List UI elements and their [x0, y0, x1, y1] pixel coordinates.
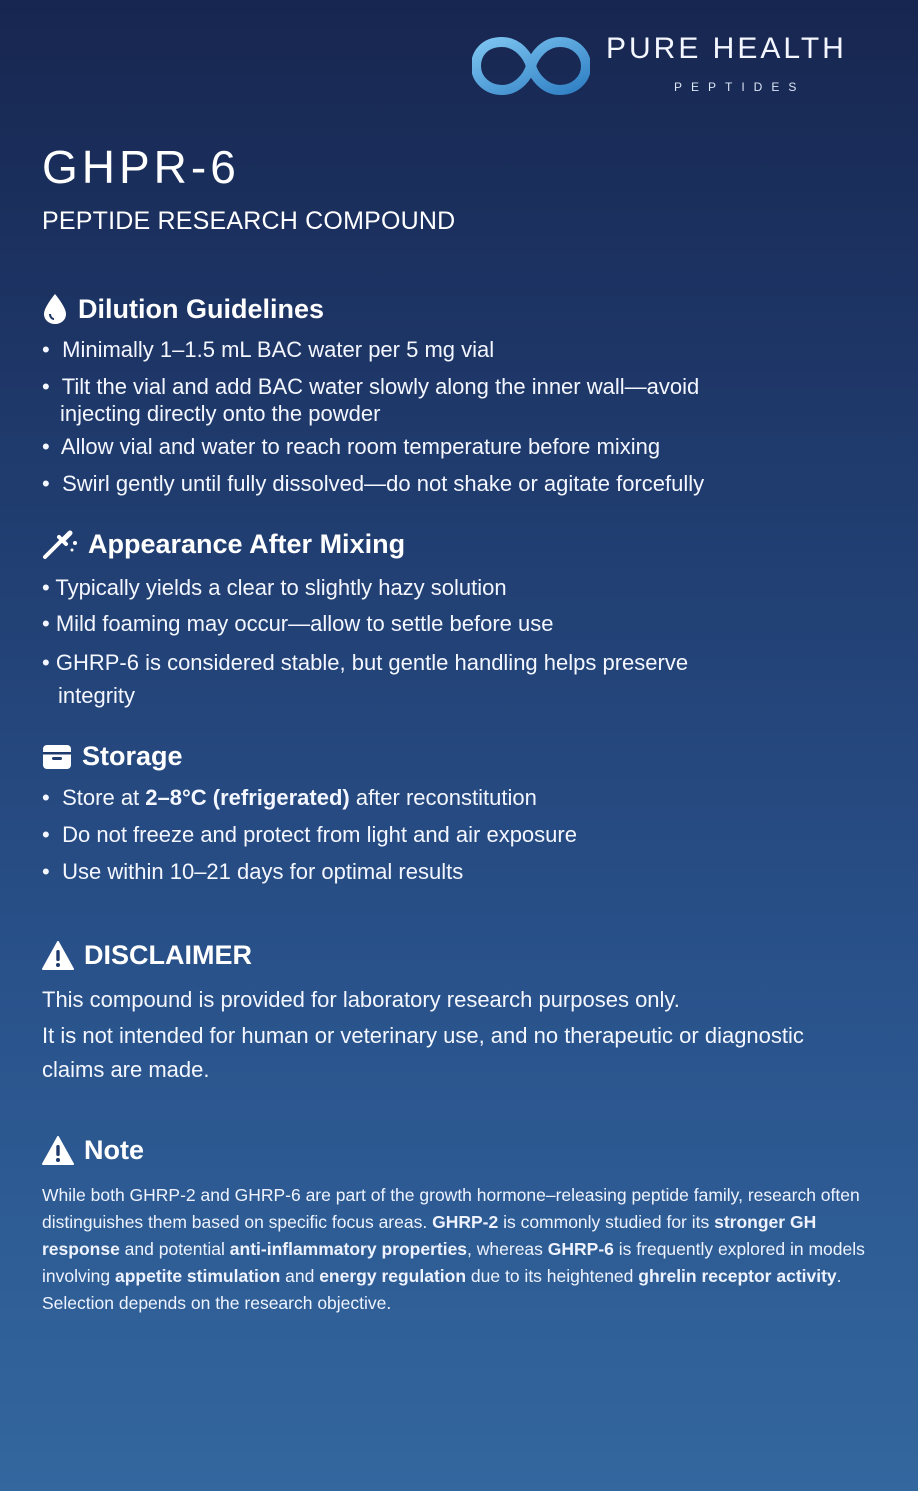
disclaimer-line-1: This compound is provided for laboratory research purposes only.: [42, 987, 680, 1012]
list-item: • GHRP-6 is considered stable, but gentle handling helps preserve: [42, 650, 689, 675]
note-body: While both GHRP-2 and GHRP-6 are part of the growth hormone–releasing peptide family, research often distinguishes them based on specific focus areas. GHRP-2 is commonly studied for its stronger GH response and potential anti-inflammatory properties, whereas GHRP-6 is frequently explored in models involving appetite stimulation and energy regulation due to its heightened ghrelin receptor activity. Selection depends on the research objective.: [42, 1185, 865, 1313]
appearance-heading-label: Appearance After Mixing: [88, 529, 406, 559]
list-item: • Use within 10–21 days for optimal results: [42, 859, 464, 884]
brand-logo: [472, 30, 882, 102]
brand-subtitle: PEPTIDES: [674, 80, 806, 94]
dilution-heading: [42, 293, 324, 325]
list-item: • Mild foaming may occur—allow to settle before use: [42, 611, 554, 636]
warning-icon: [42, 941, 74, 971]
list-item: • Allow vial and water to reach room temperature before mixing: [42, 434, 661, 459]
infinity-logo-icon: [472, 32, 590, 100]
page-title: GHPR-6: [42, 141, 240, 193]
storage-heading: [42, 741, 183, 772]
list-item: • Minimally 1–1.5 mL BAC water per 5 mg vial: [42, 337, 495, 362]
list-item: • Swirl gently until fully dissolved—do not shake or agitate forcefully: [42, 471, 705, 496]
droplet-icon: [42, 293, 68, 325]
disclaimer-line-2: It is not intended for human or veterinary use, and no therapeutic or diagnostic claims are made.: [42, 1023, 804, 1082]
list-item-continuation: integrity: [58, 683, 136, 708]
list-item-continuation: injecting directly onto the powder: [60, 401, 381, 426]
note-heading-label: Note: [84, 1135, 144, 1165]
list-item: • Typically yields a clear to slightly hazy solution: [42, 575, 507, 600]
warning-icon: [42, 1136, 74, 1166]
appearance-heading: [42, 529, 405, 560]
pipette-icon: [42, 530, 78, 560]
list-item: • Tilt the vial and add BAC water slowly along the inner wall—avoid: [42, 374, 700, 399]
storage-heading-label: Storage: [82, 741, 183, 771]
disclaimer-heading-label: DISCLAIMER: [84, 940, 252, 970]
disclaimer-heading: [42, 940, 252, 971]
brand-name: PURE HEALTH: [606, 32, 847, 65]
dilution-heading-label: Dilution Guidelines: [78, 293, 325, 324]
box-icon: [42, 743, 72, 771]
list-item: • Do not freeze and protect from light and air exposure: [42, 822, 577, 847]
note-heading: [42, 1135, 144, 1166]
page-subtitle: PEPTIDE RESEARCH COMPOUND: [42, 207, 456, 235]
list-item: • Store at 2–8°C (refrigerated) after reconstitution: [42, 785, 537, 810]
